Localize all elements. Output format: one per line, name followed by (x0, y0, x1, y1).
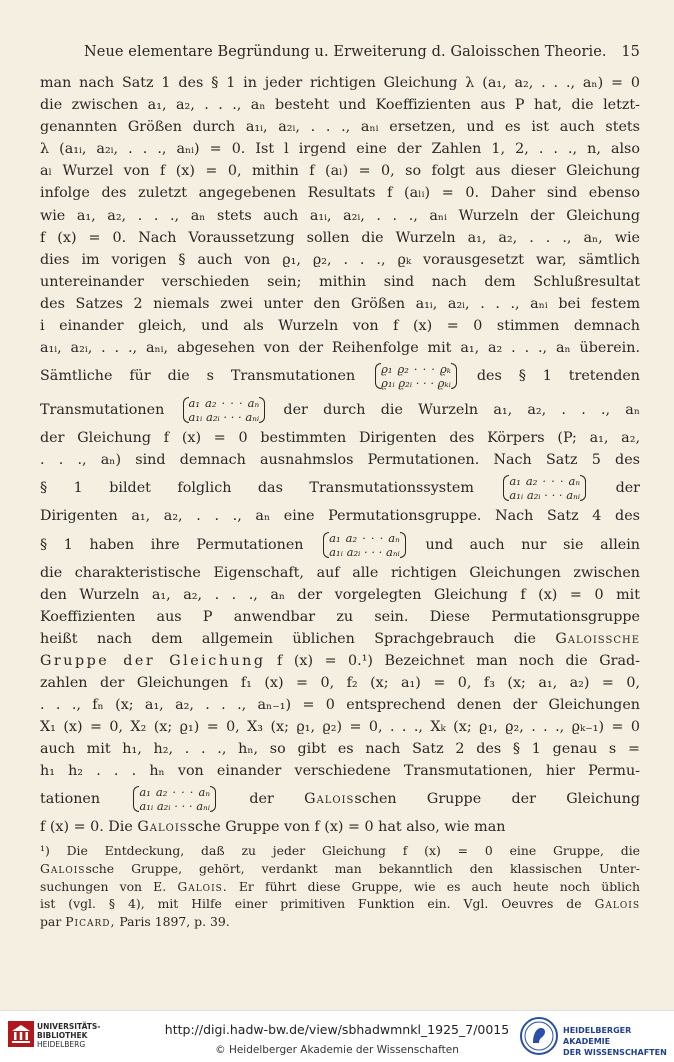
spaced-term: Gruppe der Gleichung (40, 652, 266, 669)
text-line: untereinander verschieden sein; mithin sind nach dem Schlußresultat (40, 273, 640, 290)
text-line: die zwischen a₁, a₂, . . ., aₙ besteht und Koeffizienten aus P hat, die letzt- (40, 97, 640, 114)
text-line: den Wurzeln a₁, a₂, . . ., aₙ der vorgelegten Gleichung f (x) = 0 mit (40, 586, 640, 603)
page-number: 15 (621, 44, 640, 60)
transmutation-system-matrix: a₁ a₂ · · · aₙ a₁ᵢ a₂ᵢ · · · aₙᵢ (503, 474, 586, 502)
text-line-with-matrix: Sämtliche für die s Transmutationen ϱ₁ ϱ₂ · · · ϱₖ ϱ₁ᵢ ϱ₂ᵢ · · · ϱₖᵢ des § 1 tretenden (40, 362, 641, 391)
text-line: i einander gleich, und als Wurzeln von f (x) = 0 stimmen demnach (40, 318, 640, 335)
text-line: heißt nach dem allgemein üblichen Sprachgebrauch die Galoissche (40, 630, 641, 647)
text-line: λ (a₁ᵢ, a₂ᵢ, . . ., aₙᵢ) = 0. Ist l irgend eine der Zahlen 1, 2, . . ., n, also (40, 141, 640, 158)
text-line: Dirigenten a₁, a₂, . . ., aₙ eine Permutationsgruppe. Nach Satz 4 des (40, 508, 640, 525)
text-line: man nach Satz 1 des § 1 in jeder richtigen Gleichung λ (a₁, a₂, . . ., aₙ) = 0 (40, 75, 640, 91)
footnote-line: ¹) Die Entdeckung, daß zu jeder Gleichung f (x) = 0 eine Gruppe, die (40, 843, 640, 858)
galois-name: Galoissche (555, 630, 641, 647)
text-line: der Gleichung f (x) = 0 bestimmten Dirigenten des Körpers (P; a₁, a₂, (40, 430, 640, 447)
text-line: X₁ (x) = 0, X₂ (x; ϱ₁) = 0, X₃ (x; ϱ₁, ϱ₂) = 0, . . ., Xₖ (x; ϱ₁, ϱ₂, . . ., ϱₖ₋₁) = 0 (40, 719, 640, 736)
academy-name[interactable]: HEIDELBERGER AKADEMIE DER WISSENSCHAFTEN (563, 1026, 667, 1057)
text-line: dies im vorigen § auch von ϱ₁, ϱ₂, . . ., ϱₖ vorausgesetzt war, sämtlich (40, 251, 640, 268)
galois-name: Galois (304, 791, 355, 808)
text-line: f (x) = 0. Die Galoissche Gruppe von f (x) = 0 hat also, wie man (40, 819, 506, 836)
text-line: wie a₁, a₂, . . ., aₙ stets auch a₁ᵢ, a₂ᵢ, . . ., aₙᵢ Wurzeln der Gleichung (40, 207, 640, 224)
text-line: Gruppe der Gleichung f (x) = 0.¹) Bezeichnet man noch die Grad- (40, 652, 640, 669)
university-library-name[interactable]: UNIVERSITÄTS- BIBLIOTHEK HEIDELBERG (37, 1022, 101, 1049)
copyright-notice: © Heidelberger Akademie der Wissenschaften (215, 1044, 459, 1056)
text-line: des Satzes 2 niemals zwei unter den Größen a₁ᵢ, a₂ᵢ, . . ., aₙᵢ bei festem (40, 295, 640, 312)
galois-name: Galois (137, 819, 188, 836)
text-line: genannten Größen durch a₁ᵢ, a₂ᵢ, . . ., aₙᵢ ersetzen, und es ist auch stets (40, 119, 640, 136)
academy-seal-icon[interactable] (520, 1017, 558, 1055)
permalink-url[interactable]: http://digi.hadw-bw.de/view/sbhadwmnkl_1925_7/0015 (164, 1022, 510, 1037)
footnote (40, 842, 640, 931)
footnote-line: Galoissche Gruppe, gehört, verdankt man bekanntlich den klassischen Unter- (40, 860, 640, 876)
text-line: die charakteristische Eigenschaft, auf alle richtigen Gleichungen zwischen (40, 564, 640, 581)
text-line-with-matrix: § 1 bildet folglich das Transmutationssystem a₁ a₂ · · · aₙ a₁ᵢ a₂ᵢ · · · aₙᵢ der (40, 474, 641, 503)
viewer-footer (0, 1010, 674, 1062)
text-line: a₁ᵢ, a₂ᵢ, . . ., aₙᵢ, abgesehen von der Reihenfolge mit a₁, a₂ . . ., aₙ überein. (40, 340, 640, 357)
permutation-matrix: a₁ a₂ · · · aₙ a₁ᵢ a₂ᵢ · · · aₙᵢ (323, 531, 406, 559)
text-line: infolge des zuletzt angegebenen Resultats f (aₗᵢ) = 0. Daher sind ebenso (40, 185, 640, 202)
main-text (40, 72, 640, 839)
transmutation-matrix-a: a₁ a₂ · · · aₙ a₁ᵢ a₂ᵢ · · · aₙᵢ (183, 396, 266, 424)
running-head: Neue elementare Begründung u. Erweiterung d. Galoisschen Theorie. (84, 44, 607, 60)
footnote-line: par Picard, Paris 1897, p. 39. (40, 914, 230, 930)
footnote-line: suchungen von E. Galois. Er führt diese Gruppe, wie es auch heute noch üblich (40, 878, 640, 894)
footnote-line: ist (vgl. § 4), mit Hilfe einer primitiven Funktion ein. Vgl. Oeuvres de Galois (40, 896, 640, 912)
transmutation-matrix-rho: ϱ₁ ϱ₂ · · · ϱₖ ϱ₁ᵢ ϱ₂ᵢ · · · ϱₖᵢ (375, 362, 457, 390)
text-line-with-matrix: § 1 haben ihre Permutationen a₁ a₂ · · · aₙ a₁ᵢ a₂ᵢ · · · aₙᵢ und auch nur sie allein (40, 530, 641, 559)
text-line: Koeffizienten aus P anwendbar zu sein. Diese Permutationsgruppe (40, 608, 640, 625)
text-line-with-matrix: Transmutationen a₁ a₂ · · · aₙ a₁ᵢ a₂ᵢ · · · aₙᵢ der durch die Wurzeln a₁, a₂, . . ., aₙ (40, 396, 641, 425)
galois-group-matrix: a₁ a₂ · · · aₙ a₁ᵢ a₂ᵢ · · · aₙᵢ (133, 785, 216, 813)
text-line: . . ., fₙ (x; a₁, a₂, . . ., aₙ₋₁) = 0 entsprechend denen der Gleichungen (40, 697, 640, 714)
text-line: aₗ Wurzel von f (x) = 0, mithin f (aₗ) = 0, so folgt aus dieser Gleichung (40, 163, 640, 180)
text-line: f (x) = 0. Nach Voraussetzung sollen die Wurzeln a₁, a₂, . . ., aₙ, wie (40, 229, 640, 246)
text-line-with-matrix: tationen a₁ a₂ · · · aₙ a₁ᵢ a₂ᵢ · · · aₙᵢ der Galoisschen Gruppe der Gleichung (40, 785, 641, 814)
text-line: auch mit h₁, h₂, . . ., hₙ, so gibt es nach Satz 2 des § 1 genau s = (40, 741, 640, 758)
text-line: . . ., aₙ) sind demnach ausnahmslos Permutationen. Nach Satz 5 des (40, 452, 640, 469)
text-line: zahlen der Gleichungen f₁ (x) = 0, f₂ (x; a₁) = 0, f₃ (x; a₁, a₂) = 0, (40, 674, 640, 691)
text-line: h₁ h₂ . . . hₙ von einander verschiedene Transmutationen, hier Permu- (40, 763, 640, 780)
